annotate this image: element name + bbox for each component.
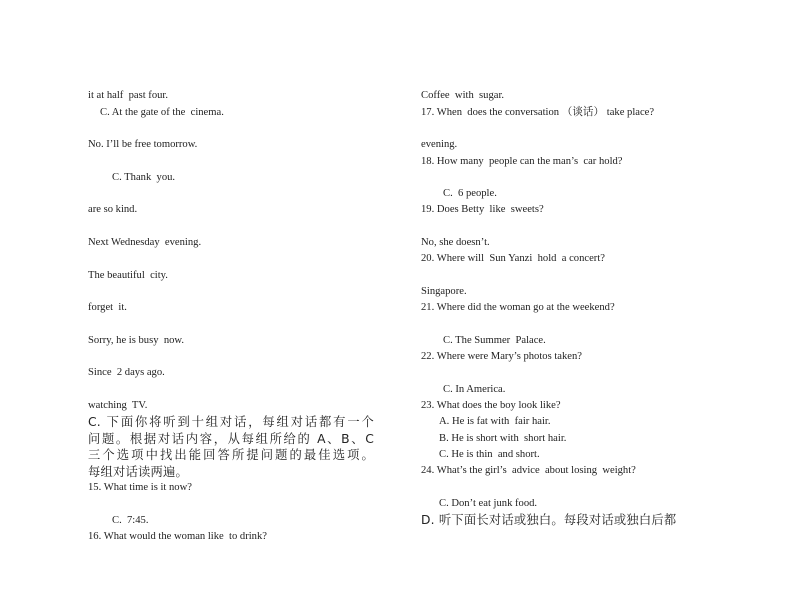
text-line: C. 6 people. — [443, 188, 497, 200]
text-line: C. 7:45. — [112, 514, 149, 526]
question-line: 23. What does the boy look like? — [421, 400, 561, 411]
question-line: 20. Where will Sun Yanzi hold a concert? — [421, 253, 605, 265]
text-line: C. In America. — [443, 383, 506, 395]
section-c-instructions-line: C. 下面你将听到十组对话，每组对话都有一个 — [88, 415, 374, 429]
text-line: C. Don’t eat junk food. — [439, 497, 538, 509]
question-line: 24. What’s the girl’s advice about losing weight? — [421, 465, 636, 477]
question-line: 15. What time is it now? — [88, 482, 192, 493]
text-line: No. I’ll be free tomorrow. — [88, 139, 198, 151]
text-line — [421, 317, 707, 333]
section-d-instructions-line: D. 听下面长对话或独白。每段对话或独白后都 — [421, 513, 677, 527]
text-line — [88, 219, 374, 235]
text-line: No, she doesn’t. — [421, 237, 490, 248]
question-line: 18. How many people can the man’s car hold? — [421, 155, 623, 167]
text-line — [421, 365, 707, 381]
text-line: C. At the gate of the cinema. — [100, 106, 224, 118]
text-line — [88, 121, 374, 137]
text-line: watching TV. — [88, 400, 148, 411]
text-line: C. Thank you. — [112, 171, 176, 183]
text-line: Next Wednesday evening. — [88, 237, 202, 248]
text-line — [421, 268, 707, 284]
question-line: 21. Where did the woman go at the weekend? — [421, 302, 615, 314]
text-line — [421, 219, 707, 235]
text-line: C. He is thin and short. — [439, 448, 540, 460]
text-line: it at half past four. — [88, 90, 169, 102]
question-line: 19. Does Betty like sweets? — [421, 204, 544, 216]
text-line: evening. — [421, 139, 458, 151]
text-line: Singapore. — [421, 285, 467, 297]
text-line — [421, 480, 707, 496]
text-line — [421, 72, 707, 88]
text-line — [88, 154, 374, 170]
text-line: are so kind. — [88, 204, 138, 216]
text-line — [88, 284, 374, 300]
question-line: 17. When does the conversation （谈话） take place? — [421, 106, 655, 118]
section-c-instructions-line: 三个选项中找出能回答所提问题的最佳选项。 — [88, 448, 374, 462]
text-line — [421, 121, 707, 137]
text-line — [421, 170, 707, 186]
text-line: A. He is fat with fair hair. — [439, 416, 551, 428]
section-c-instructions-line: 问题。根据对话内容，从每组所给的 A、B、C — [88, 431, 374, 446]
text-line: Sorry, he is busy now. — [88, 334, 185, 346]
text-line — [88, 382, 374, 398]
text-line: C. The Summer Palace. — [443, 334, 546, 346]
text-line — [88, 251, 374, 267]
text-line: Coffee with sugar. — [421, 90, 505, 102]
text-line — [88, 349, 374, 365]
question-line: 22. Where were Mary’s photos taken? — [421, 351, 583, 363]
question-line: 16. What would the woman like to drink? — [88, 530, 267, 542]
section-c-instructions-line: 每组对话读两遍。 — [88, 464, 188, 479]
text-line — [88, 72, 374, 88]
text-line: forget it. — [88, 302, 127, 314]
text-line: The beautiful city. — [88, 269, 168, 281]
text-line: B. He is short with short hair. — [439, 432, 567, 444]
text-line: Since 2 days ago. — [88, 367, 165, 379]
text-line — [88, 186, 374, 202]
text-line — [88, 317, 374, 333]
text-line — [88, 496, 374, 512]
